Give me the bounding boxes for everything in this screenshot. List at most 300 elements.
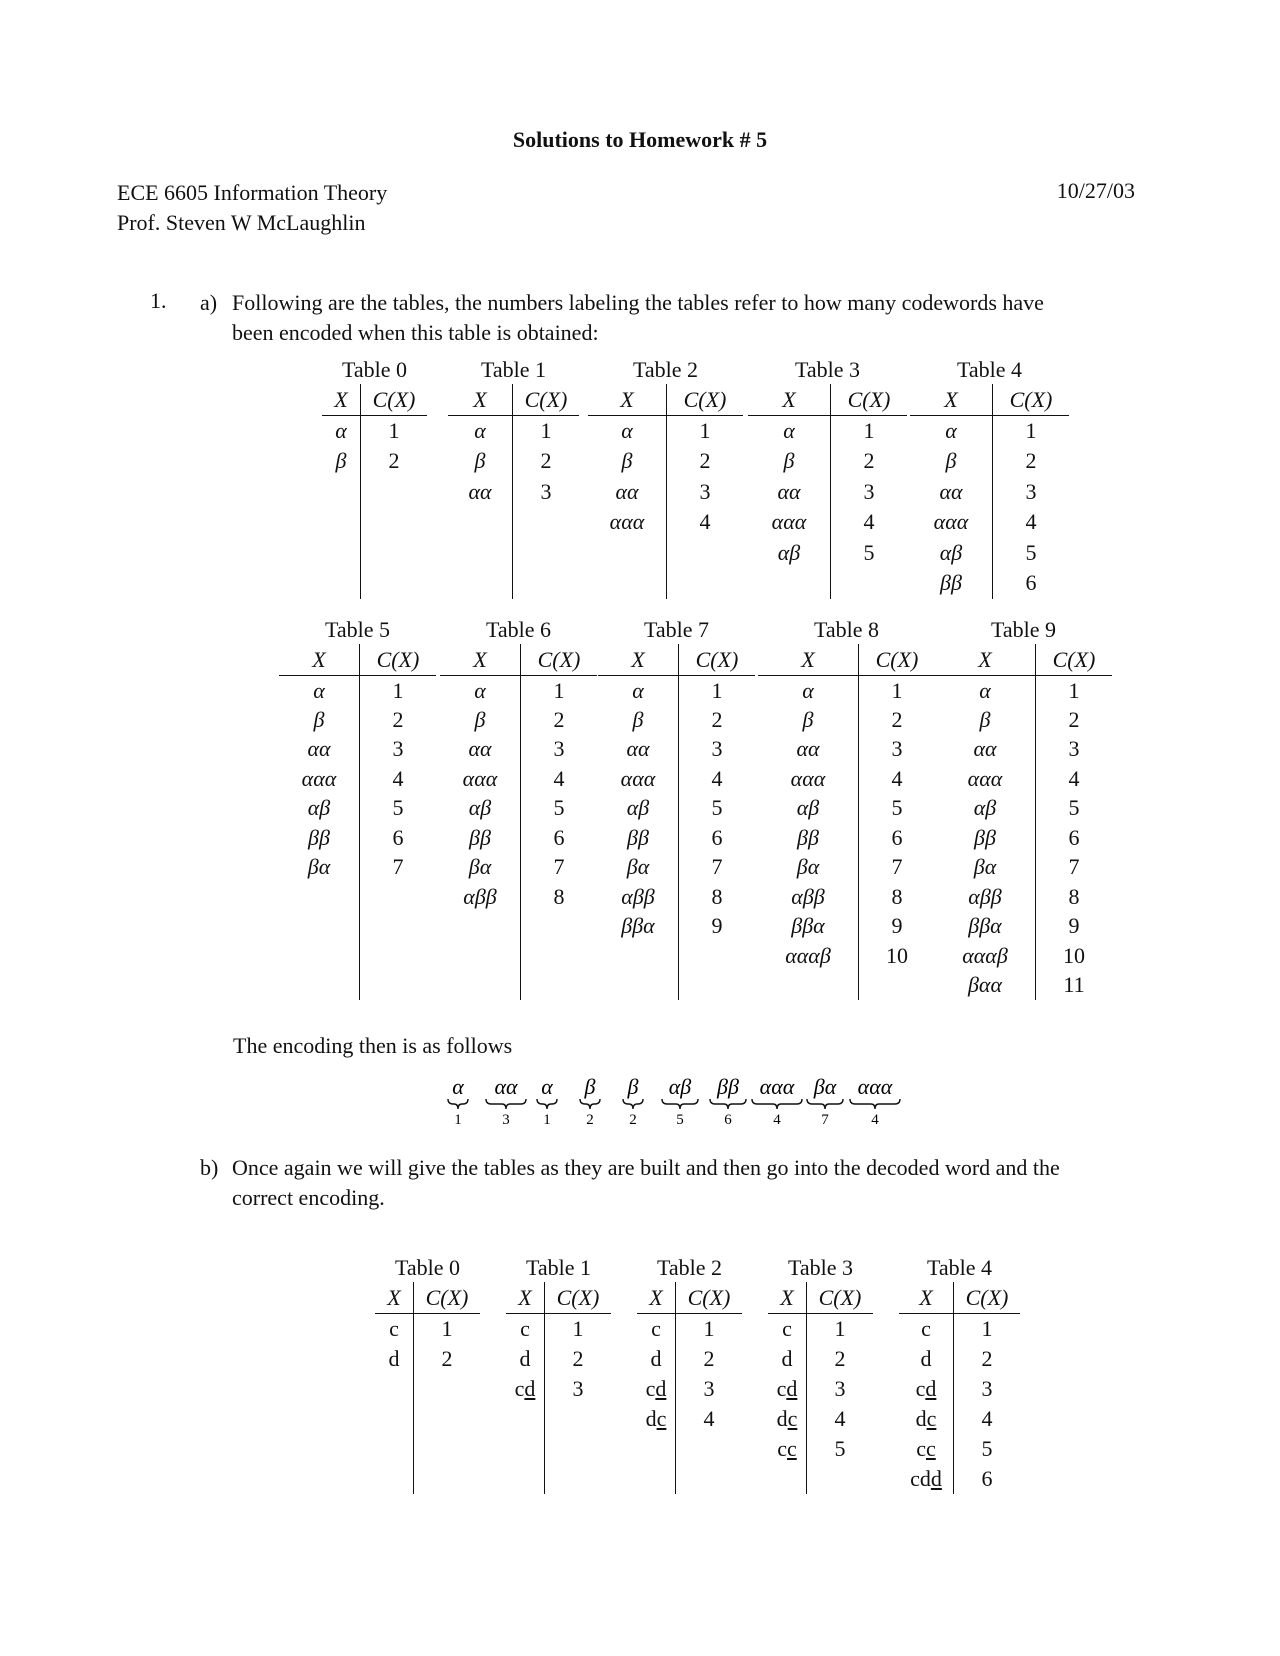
encoded-phrase: β [627, 1074, 639, 1099]
code-cell: 5 [831, 538, 908, 569]
code-cell: 8 [521, 882, 598, 912]
phrase-prefix: c [777, 1435, 787, 1461]
code-cell: 3 [859, 735, 936, 765]
phrase-cell: αβ [468, 795, 492, 821]
code-cell: 2 [831, 446, 908, 477]
code-cell: 6 [360, 823, 437, 853]
phrase-prefix: c [651, 1315, 661, 1341]
phrase-new-symbol: d [524, 1375, 536, 1401]
code-cell: 3 [667, 477, 744, 508]
code-cell [360, 912, 437, 942]
phrase-cell: αα [796, 736, 820, 762]
table-row [637, 1314, 742, 1344]
column-header-x: X [322, 384, 361, 416]
encoded-code: 1 [543, 1112, 551, 1128]
table-row [440, 735, 597, 765]
table-row [588, 507, 743, 538]
code-cell: 7 [521, 853, 598, 883]
phrase-cell: αβ [796, 795, 820, 821]
phrase-cell [375, 1374, 414, 1404]
code-cell: 8 [679, 882, 756, 912]
encoded-code: 5 [676, 1112, 684, 1128]
code-cell [361, 538, 428, 569]
column-header-cx: C(X) [807, 1282, 874, 1314]
table-row [598, 735, 755, 765]
table-row [910, 538, 1069, 569]
table-row [598, 882, 755, 912]
phrase-cell: ααα [933, 509, 969, 535]
code-cell: 1 [859, 676, 936, 706]
code-cell [679, 941, 756, 971]
table-row [910, 507, 1069, 538]
phrase-cell [506, 1344, 545, 1374]
column-header-cx: C(X) [414, 1282, 481, 1314]
table-row [935, 882, 1112, 912]
phrase-cell [637, 1434, 676, 1464]
table-row [506, 1434, 611, 1464]
code-cell: 1 [679, 676, 756, 706]
professor-name: Prof. Steven W McLaughlin [117, 210, 366, 235]
a-table-4 [910, 357, 1069, 599]
phrase-cell [322, 507, 361, 538]
code-cell: 3 [1036, 735, 1113, 765]
code-cell: 9 [859, 912, 936, 942]
phrase-cell: αααβ [962, 942, 1008, 968]
phrase-cell: β [474, 706, 486, 732]
phrase-cell [899, 1374, 954, 1404]
code-cell: 6 [521, 823, 598, 853]
column-header-x: X [588, 384, 667, 416]
phrase-prefix: c [514, 1375, 525, 1401]
table-row [935, 794, 1112, 824]
phrase-cell [448, 538, 513, 569]
code-cell: 1 [831, 416, 908, 447]
phrase-new-symbol: d [786, 1375, 798, 1401]
column-header-x: X [910, 384, 993, 416]
table-row [448, 538, 579, 569]
part-a-line1: Following are the tables, the numbers labeling the tables refer to how many codewords have [232, 290, 1044, 315]
question-number: 1. [150, 288, 167, 313]
phrase-cell [899, 1434, 954, 1464]
code-cell: 10 [1036, 941, 1113, 971]
table-row [598, 705, 755, 735]
encoded-code: 3 [502, 1112, 510, 1128]
code-cell: 4 [859, 764, 936, 794]
table-row [322, 538, 427, 569]
table-title: Table 9 [990, 617, 1057, 642]
phrase-cell: αβ [973, 795, 997, 821]
table-row [279, 676, 436, 706]
phrase-cell: αβ [307, 795, 331, 821]
phrase-cell: βα [307, 854, 331, 880]
code-cell: 2 [993, 446, 1070, 477]
phrase-cell: α [979, 677, 991, 703]
phrase-cell: βα [973, 854, 997, 880]
code-cell: 4 [676, 1404, 743, 1434]
encoded-code: 4 [773, 1112, 781, 1128]
phrase-cell [279, 912, 360, 942]
column-header-x: X [598, 644, 679, 676]
phrase-cell [506, 1404, 545, 1434]
table-row [758, 882, 935, 912]
table-row [322, 416, 427, 447]
column-header-x: X [440, 644, 521, 676]
phrase-cell: ααα [301, 765, 337, 791]
table-row [440, 676, 597, 706]
encoded-phrase: ααα [759, 1074, 795, 1099]
code-cell [521, 971, 598, 1001]
table-row [758, 971, 935, 1001]
underbrace [752, 1099, 802, 1109]
phrase-cell: ββ [940, 570, 962, 596]
table-row [768, 1344, 873, 1374]
phrase-prefix: c [645, 1375, 656, 1401]
phrase-new-symbol: c [787, 1435, 797, 1461]
phrase-prefix: d [519, 1345, 531, 1371]
a-table-6 [440, 617, 597, 1000]
code-cell: 5 [954, 1434, 1021, 1464]
phrase-cell [506, 1434, 545, 1464]
table-row [899, 1404, 1020, 1434]
date: 10/27/03 [1056, 178, 1135, 203]
table-row [910, 568, 1069, 599]
code-cell: 7 [1036, 853, 1113, 883]
code-cell [831, 568, 908, 599]
column-header-x: X [279, 644, 360, 676]
phrase-cell [637, 1344, 676, 1374]
code-cell: 5 [360, 794, 437, 824]
table-row [506, 1374, 611, 1404]
table-row [598, 971, 755, 1001]
table-row [322, 507, 427, 538]
table-title: Table 7 [643, 617, 710, 642]
code-cell: 4 [360, 764, 437, 794]
code-cell [360, 941, 437, 971]
part-b-line2: correct encoding. [232, 1185, 385, 1210]
phrase-cell: αββ [463, 883, 497, 909]
phrase-cell: β [621, 448, 633, 474]
table-row [935, 912, 1112, 942]
code-cell: 1 [676, 1314, 743, 1344]
phrase-cell: αββ [621, 883, 655, 909]
code-cell: 4 [1036, 764, 1113, 794]
phrase-cell: α [313, 677, 325, 703]
table-row [768, 1314, 873, 1344]
phrase-cell [375, 1344, 414, 1374]
phrase-prefix: c [520, 1315, 530, 1341]
column-header-cx: C(X) [667, 384, 744, 416]
table-row [448, 477, 579, 508]
phrase-cell [440, 941, 521, 971]
code-cell [414, 1464, 481, 1494]
table-row [279, 882, 436, 912]
phrase-cell [748, 568, 831, 599]
code-cell: 8 [1036, 882, 1113, 912]
table-title: Table 0 [394, 1255, 461, 1280]
table-row [748, 446, 907, 477]
phrase-cell: βα [626, 854, 650, 880]
table-row [748, 568, 907, 599]
table-row [598, 941, 755, 971]
table-row [440, 912, 597, 942]
phrase-cell [588, 538, 667, 569]
a-table-7 [598, 617, 755, 1000]
encoded-code: 2 [629, 1112, 637, 1128]
phrase-cell: αα [615, 478, 639, 504]
column-header-cx: C(X) [513, 384, 580, 416]
phrase-prefix: c [921, 1315, 931, 1341]
part-b-line1: Once again we will give the tables as they are built and then go into the decoded word and the [232, 1155, 1060, 1180]
column-header-cx: C(X) [831, 384, 908, 416]
code-cell [679, 971, 756, 1001]
phrase-cell: βαα [967, 972, 1003, 998]
code-cell: 7 [859, 853, 936, 883]
table-row [899, 1464, 1020, 1494]
code-cell [545, 1404, 612, 1434]
table-row [910, 416, 1069, 447]
part-a-line2: been encoded when this table is obtained: [232, 320, 599, 345]
code-cell: 6 [679, 823, 756, 853]
table-row [637, 1434, 742, 1464]
table-row [748, 416, 907, 447]
table-row [637, 1464, 742, 1494]
table-title: Table 2 [656, 1255, 723, 1280]
table-row [279, 912, 436, 942]
phrase-cell: βα [796, 854, 820, 880]
table-row [506, 1314, 611, 1344]
column-header-x: X [768, 1282, 807, 1314]
phrase-cell [768, 1374, 807, 1404]
column-header-x: X [899, 1282, 954, 1314]
table-row [748, 477, 907, 508]
code-cell: 1 [513, 416, 580, 447]
table-row [899, 1314, 1020, 1344]
phrase-cell [768, 1404, 807, 1434]
table-row [768, 1434, 873, 1464]
table-row [935, 971, 1112, 1001]
code-cell: 2 [545, 1344, 612, 1374]
code-cell [521, 941, 598, 971]
column-header-cx: C(X) [676, 1282, 743, 1314]
code-cell: 5 [521, 794, 598, 824]
encoded-phrase: ββ [717, 1074, 739, 1099]
column-header-cx: C(X) [360, 644, 437, 676]
phrase-cell [899, 1314, 954, 1344]
table-row [279, 794, 436, 824]
table-row [758, 912, 935, 942]
table-row [768, 1464, 873, 1494]
code-cell: 2 [954, 1344, 1021, 1374]
table-row [322, 477, 427, 508]
table-row [448, 568, 579, 599]
b-table-1 [506, 1255, 611, 1494]
table-row [598, 676, 755, 706]
a-table-5 [279, 617, 436, 1000]
table-row [375, 1404, 480, 1434]
underbrace [850, 1099, 900, 1109]
table-row [440, 853, 597, 883]
phrase-cell [899, 1344, 954, 1374]
code-cell: 6 [993, 568, 1070, 599]
column-header-x: X [935, 644, 1036, 676]
phrase-cell: ααα [609, 509, 645, 535]
code-cell: 1 [361, 416, 428, 447]
table-row [935, 823, 1112, 853]
code-cell [360, 882, 437, 912]
table-row [440, 941, 597, 971]
code-cell [676, 1434, 743, 1464]
code-cell [360, 971, 437, 1001]
phrase-new-symbol: c [656, 1405, 667, 1431]
code-cell [545, 1464, 612, 1494]
code-cell [667, 568, 744, 599]
phrase-cell: ββ [627, 824, 649, 850]
table-row [588, 477, 743, 508]
phrase-cell [637, 1404, 676, 1434]
phrase-cell: ααα [462, 765, 498, 791]
phrase-cell [637, 1374, 676, 1404]
table-row [758, 676, 935, 706]
underbrace [448, 1099, 468, 1109]
code-cell: 1 [1036, 676, 1113, 706]
phrase-cell: αα [307, 736, 331, 762]
phrase-prefix: c [389, 1315, 399, 1341]
table-row [448, 446, 579, 477]
phrase-cell [375, 1314, 414, 1344]
code-cell: 1 [360, 676, 437, 706]
phrase-cell: α [335, 418, 347, 443]
phrase-cell: α [621, 418, 633, 443]
phrase-cell: αββ [968, 883, 1002, 909]
encoded-code: 2 [586, 1112, 594, 1128]
part-a-text [200, 288, 1160, 348]
phrase-cell: β [802, 706, 814, 732]
phrase-cell: β [945, 448, 957, 474]
table-row [748, 538, 907, 569]
table-row [598, 794, 755, 824]
table-row [375, 1374, 480, 1404]
table-row [598, 764, 755, 794]
phrase-cell: α [945, 418, 957, 443]
underbrace [710, 1099, 746, 1109]
column-header-cx: C(X) [993, 384, 1070, 416]
phrase-cell [637, 1314, 676, 1344]
table-row [375, 1344, 480, 1374]
phrase-cell: β [632, 706, 644, 732]
phrase-cell: ββα [791, 913, 825, 939]
code-cell: 3 [807, 1374, 874, 1404]
phrase-cell: αββ [791, 883, 825, 909]
phrase-cell [768, 1314, 807, 1344]
phrase-cell: αα [468, 736, 492, 762]
phrase-cell [375, 1404, 414, 1434]
table-row [758, 794, 935, 824]
phrase-cell [768, 1464, 807, 1494]
phrase-new-symbol: c [926, 1405, 937, 1431]
table-row [899, 1344, 1020, 1374]
part-b-label: b) [200, 1155, 219, 1180]
course-info [117, 178, 387, 238]
code-cell: 4 [993, 507, 1070, 538]
table-row [448, 507, 579, 538]
table-row [279, 705, 436, 735]
phrase-cell [322, 568, 361, 599]
phrase-cell [506, 1464, 545, 1494]
phrase-cell [598, 971, 679, 1001]
code-cell: 3 [679, 735, 756, 765]
a-table-9 [935, 617, 1112, 1000]
phrase-cell: αα [626, 736, 650, 762]
table-row [637, 1344, 742, 1374]
phrase-cell: αβ [626, 795, 650, 821]
code-cell: 5 [679, 794, 756, 824]
phrase-new-symbol: d [655, 1375, 667, 1401]
table-title: Table 8 [813, 617, 880, 642]
phrase-cell: αβ [777, 539, 801, 565]
table-row [935, 676, 1112, 706]
phrase-prefix: c [915, 1375, 926, 1401]
phrase-new-symbol: d [930, 1465, 942, 1491]
table-row [768, 1404, 873, 1434]
a-table-2 [588, 357, 743, 599]
phrase-cell: α [802, 677, 814, 703]
phrase-cell: αβ [939, 539, 963, 565]
table-row [899, 1374, 1020, 1404]
code-cell: 7 [360, 853, 437, 883]
table-row [899, 1434, 1020, 1464]
column-header-cx: C(X) [859, 644, 936, 676]
phrase-cell: αα [939, 478, 963, 504]
code-cell: 4 [831, 507, 908, 538]
code-cell [414, 1404, 481, 1434]
table-row [637, 1374, 742, 1404]
code-cell: 3 [676, 1374, 743, 1404]
column-header-cx: C(X) [521, 644, 598, 676]
table-row [279, 853, 436, 883]
phrase-prefix: d [776, 1405, 788, 1431]
code-cell: 2 [1036, 705, 1113, 735]
table-row [588, 416, 743, 447]
phrase-cell: αα [973, 736, 997, 762]
code-cell: 2 [667, 446, 744, 477]
table-row [440, 882, 597, 912]
code-cell: 11 [1036, 971, 1113, 1001]
phrase-cell: β [474, 448, 486, 474]
phrase-cell [588, 568, 667, 599]
code-cell [676, 1464, 743, 1494]
phrase-cell [899, 1404, 954, 1434]
phrase-cell: β [313, 706, 325, 732]
a-table-0 [322, 357, 427, 599]
code-cell: 4 [521, 764, 598, 794]
column-header-x: X [637, 1282, 676, 1314]
phrase-cell: α [474, 677, 486, 703]
phrase-cell: ααα [790, 765, 826, 791]
table-row [440, 823, 597, 853]
code-cell [414, 1374, 481, 1404]
table-row [279, 735, 436, 765]
phrase-cell: β [979, 706, 991, 732]
code-cell: 2 [513, 446, 580, 477]
column-header-x: X [375, 1282, 414, 1314]
table-row [910, 446, 1069, 477]
table-title: Table 4 [926, 1255, 993, 1280]
code-cell: 3 [545, 1374, 612, 1404]
encoded-phrase: α [541, 1074, 553, 1099]
encoded-code: 6 [724, 1112, 732, 1128]
code-cell: 9 [1036, 912, 1113, 942]
table-title: Table 1 [480, 357, 547, 382]
